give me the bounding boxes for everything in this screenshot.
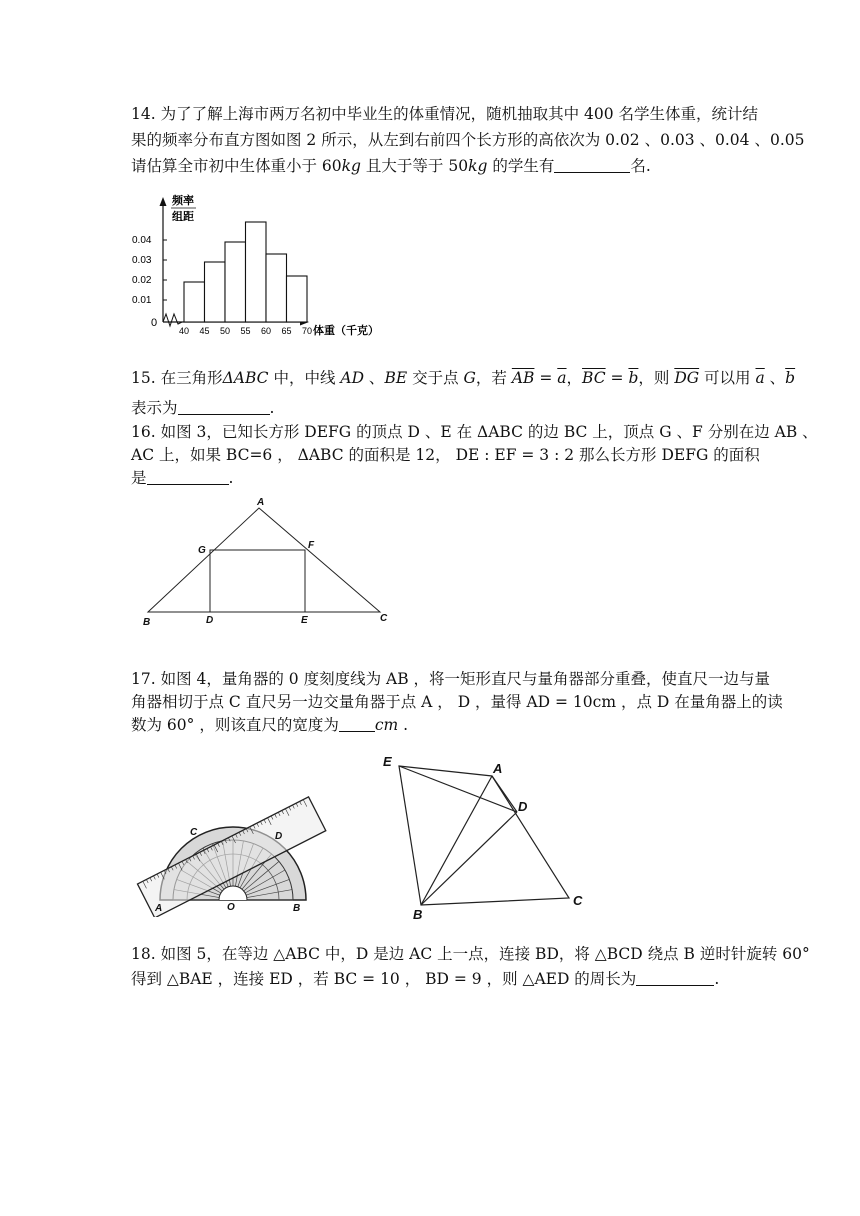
label-o: O	[227, 902, 235, 913]
q16-line-1: 16. 如图 3，已知长方形 DEFG 的顶点 D 、E 在 ΔABC 的边 BC 上，顶点 G 、F 分别在边 AB 、	[131, 423, 818, 441]
q14-line-3	[131, 155, 651, 177]
q15-vector-bc: $\overline{BC}$	[582, 369, 606, 387]
q17-answer-blank[interactable]	[339, 715, 375, 732]
q15-vector-a: $\overline{a}$	[755, 369, 765, 387]
x-tick-label: 55	[240, 326, 251, 336]
q14-text-a: 请估算全市初中生体重小于 60	[131, 157, 342, 175]
y-tick-label: 0.04	[132, 235, 152, 246]
rectangle-defg	[210, 550, 305, 612]
q17-line-2: 角器相切于点 C 直尺另一边交量角器于点 A ， D ，量得 AD = 10cm ，点 D 在量角器上的读	[131, 693, 783, 711]
label-b: B	[293, 903, 301, 914]
q15-eq: =	[534, 369, 558, 387]
q15-text: ，则	[638, 369, 675, 387]
triangle-abc	[148, 508, 380, 612]
q15-line-1	[131, 367, 795, 389]
label-b: B	[413, 907, 423, 922]
histogram-bar	[266, 254, 287, 322]
label-c: C	[573, 893, 583, 908]
y-tick-label: 0.02	[132, 275, 152, 286]
q15-sep: 、	[364, 369, 385, 387]
q16-text: 是	[131, 469, 147, 487]
q18-line-1: 18. 如图 5，在等边 △ABC 中，D 是边 AC 上一点，连接 BD，将 △BCD 绕点 B 逆时针旋转 60°	[131, 945, 810, 963]
label-a: A	[493, 761, 503, 776]
label-e: E	[301, 615, 308, 626]
q15-text: 中，中线	[268, 369, 341, 387]
outer-quad	[399, 766, 569, 905]
q16-line-3	[131, 467, 233, 489]
origin-label: 0	[151, 317, 158, 329]
q15-sep: ，	[566, 369, 583, 387]
q18-answer-blank[interactable]	[636, 969, 714, 986]
q15-vector-b: $\overline{b}$	[628, 369, 639, 387]
q15-answer-blank[interactable]	[178, 398, 270, 415]
y-axis-arrow	[160, 197, 167, 206]
q14-text-c: 的学生有	[487, 157, 555, 175]
q17-line-1: 17. 如图 4，量角器的 0 度刻度线为 AB ，将一矩形直尺与量角器部分重叠，使直尺一边与量	[131, 670, 771, 688]
q14-text-d: 名.	[630, 157, 651, 175]
q14-unit-kg-2: kg	[468, 157, 488, 175]
frequency-histogram	[120, 190, 400, 340]
x-tick-labels	[179, 326, 312, 336]
q18-text: 得到 △BAE ，连接 ED ，若 BC = 10 ， BD = 9 ，则 △AED 的周长为	[131, 970, 637, 988]
q17-text: 数为 60° ，则该直尺的宽度为	[131, 716, 339, 734]
x-tick-label: 60	[261, 326, 272, 336]
segment-bd	[421, 812, 517, 905]
label-d: D	[275, 831, 283, 842]
q15-end: .	[269, 399, 275, 417]
bars-group	[184, 222, 307, 322]
y-axis-title-bottom: 组距	[172, 211, 194, 223]
histogram-bar	[205, 262, 226, 322]
q15-text: 15. 在三角形	[131, 369, 223, 387]
q15-text: 可以用	[699, 369, 756, 387]
q15-triangle: ΔABC	[222, 369, 269, 387]
q18-line-2	[131, 968, 719, 990]
x-axis-title: 体重（千克）	[313, 325, 379, 337]
label-b: B	[143, 617, 151, 628]
figure-5-triangle	[375, 752, 595, 922]
q15-eq: =	[605, 369, 629, 387]
q15-median-be: BE	[384, 369, 408, 387]
y-axis-title-top: 频率	[172, 195, 194, 207]
figure-3-triangle-rectangle	[135, 495, 405, 630]
histogram-bar	[184, 282, 205, 322]
histogram-bar	[287, 276, 308, 322]
segment-ba	[421, 776, 492, 905]
label-c: C	[380, 613, 388, 624]
y-tick-label: 0.03	[132, 255, 152, 266]
q15-sep: 、	[764, 369, 786, 387]
q14-unit-kg: kg	[341, 157, 361, 175]
q15-point-g: G	[463, 369, 476, 387]
label-d: D	[518, 799, 528, 814]
q16-answer-blank[interactable]	[147, 468, 229, 485]
q18-end: .	[714, 970, 720, 988]
label-d: D	[206, 615, 214, 626]
q15-text: 表示为	[131, 399, 178, 417]
q15-vector-dg: $\overline{DG}$	[674, 369, 700, 387]
histogram-bar	[246, 222, 267, 322]
q15-vector-ab: $\overline{AB}$	[511, 369, 535, 387]
x-tick-label: 40	[179, 326, 190, 336]
q15-vector-a: $\overline{a}$	[557, 369, 567, 387]
q15-median-ad: AD	[340, 369, 364, 387]
label-g: G	[198, 545, 206, 556]
q16-line-2: AC 上，如果 BC=6 ， ΔABC 的面积是 12， DE : EF = 3 : 2 那么长方形 DEFG 的面积	[131, 446, 760, 464]
q16-end: .	[228, 469, 234, 487]
x-tick-label: 45	[199, 326, 210, 336]
label-f: F	[308, 540, 315, 551]
q14-line-1: 14. 为了了解上海市两万名初中毕业生的体重情况，随机抽取其中 400 名学生体重，统计结	[131, 105, 759, 123]
q15-text: ，若	[475, 369, 512, 387]
histogram-bar	[225, 242, 246, 322]
q14-answer-blank[interactable]	[554, 156, 630, 173]
q17-unit: cm	[374, 716, 399, 734]
y-tick-label: 0.01	[132, 295, 152, 306]
axis-break-icon	[163, 314, 182, 326]
q17-end: .	[398, 716, 409, 734]
q15-text: 交于点	[407, 369, 464, 387]
q17-line-3	[131, 714, 408, 736]
q15-vector-b: $\overline{b}$	[785, 369, 796, 387]
x-tick-label: 70	[302, 326, 313, 336]
x-tick-label: 50	[220, 326, 231, 336]
q15-line-2	[131, 397, 274, 419]
label-a: A	[257, 497, 265, 508]
label-a: A	[155, 903, 163, 914]
x-tick-label: 65	[281, 326, 292, 336]
label-e: E	[383, 754, 392, 769]
q14-line-2: 果的频率分布直方图如图 2 所示，从左到右前四个长方形的高依次为 0.02 、0.03 、0.04 、0.05	[131, 131, 805, 149]
q14-text-b: 且大于等于 50	[360, 157, 469, 175]
figure-4-protractor-ruler	[135, 782, 335, 917]
label-c: C	[190, 827, 198, 838]
